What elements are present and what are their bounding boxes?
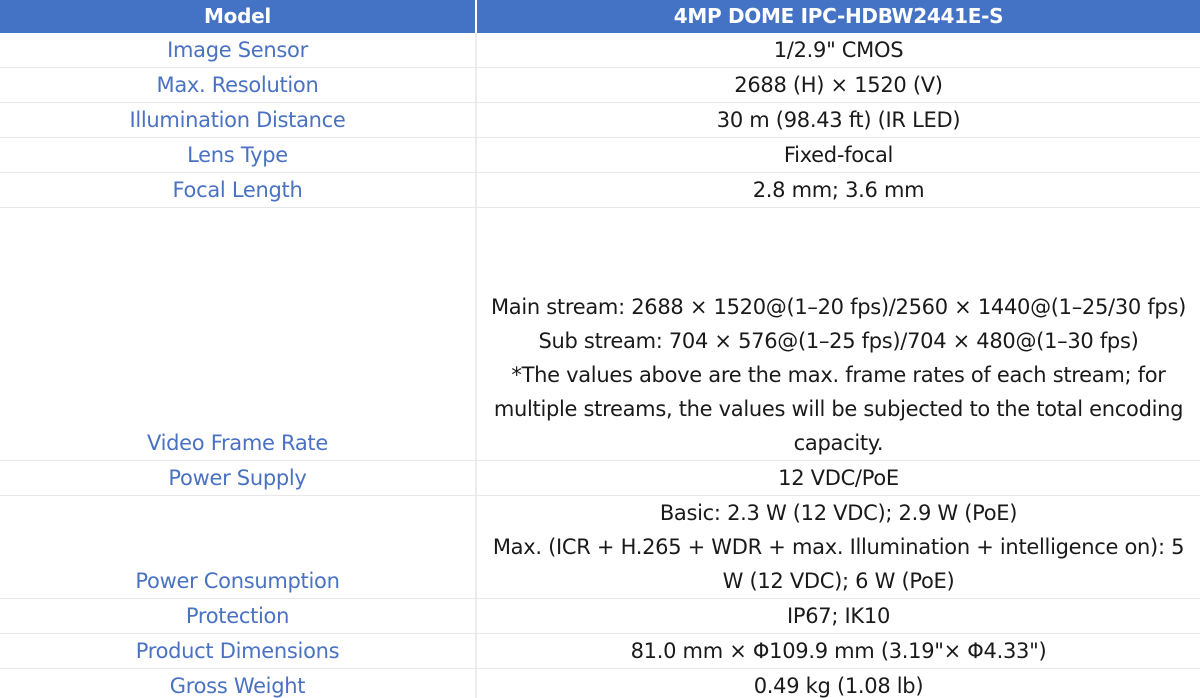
spec-value: Main stream: 2688 × 1520@(1–20 fps)/2560 × 1440@(1–25/30 fps) Sub stream: 704 × 576@(1–25 fps)/704 × 480@(1–30 fps) *The values above are the max. frame rates of each stream; for multiple streams, the values will be subjected to the total encoding capacity. xyxy=(476,208,1200,461)
spec-label: Image Sensor xyxy=(0,33,476,68)
spec-label: Power Consumption xyxy=(0,496,476,599)
spec-label: Focal Length xyxy=(0,173,476,208)
spec-row-power-consumption xyxy=(0,496,1200,599)
spec-row-max-resolution xyxy=(0,68,1200,103)
spec-value: 1/2.9" CMOS xyxy=(476,33,1200,68)
model-name-header: 4MP DOME IPC-HDBW2441E-S xyxy=(476,0,1200,33)
spec-row-focal-length xyxy=(0,173,1200,208)
spec-value: 0.49 kg (1.08 lb) xyxy=(476,669,1200,698)
spec-label: Product Dimensions xyxy=(0,634,476,669)
model-header: Model xyxy=(0,0,476,33)
spec-value: 30 m (98.43 ft) (IR LED) xyxy=(476,103,1200,138)
spec-value: 12 VDC/PoE xyxy=(476,461,1200,496)
spec-value: 2.8 mm; 3.6 mm xyxy=(476,173,1200,208)
spec-label: Lens Type xyxy=(0,138,476,173)
spec-value: 81.0 mm × Φ109.9 mm (3.19"× Φ4.33") xyxy=(476,634,1200,669)
spec-row-product-dimensions xyxy=(0,634,1200,669)
spec-value: Basic: 2.3 W (12 VDC); 2.9 W (PoE) Max. (ICR + H.265 + WDR + max. Illumination + intelligence on): 5 W (12 VDC); 6 W (PoE) xyxy=(476,496,1200,599)
spec-value: IP67; IK10 xyxy=(476,599,1200,634)
spec-label: Max. Resolution xyxy=(0,68,476,103)
spec-row-gross-weight xyxy=(0,669,1200,698)
spec-row-power-supply xyxy=(0,461,1200,496)
spec-label: Video Frame Rate xyxy=(0,208,476,461)
spec-label: Protection xyxy=(0,599,476,634)
spec-row-video-frame-rate xyxy=(0,208,1200,461)
spec-label: Power Supply xyxy=(0,461,476,496)
spec-row-image-sensor xyxy=(0,33,1200,68)
spec-label: Illumination Distance xyxy=(0,103,476,138)
spec-label: Gross Weight xyxy=(0,669,476,698)
spec-value: Fixed-focal xyxy=(476,138,1200,173)
spec-row-protection xyxy=(0,599,1200,634)
spec-row-illumination-distance xyxy=(0,103,1200,138)
spec-value: 2688 (H) × 1520 (V) xyxy=(476,68,1200,103)
spec-row-lens-type xyxy=(0,138,1200,173)
header-row xyxy=(0,0,1200,33)
